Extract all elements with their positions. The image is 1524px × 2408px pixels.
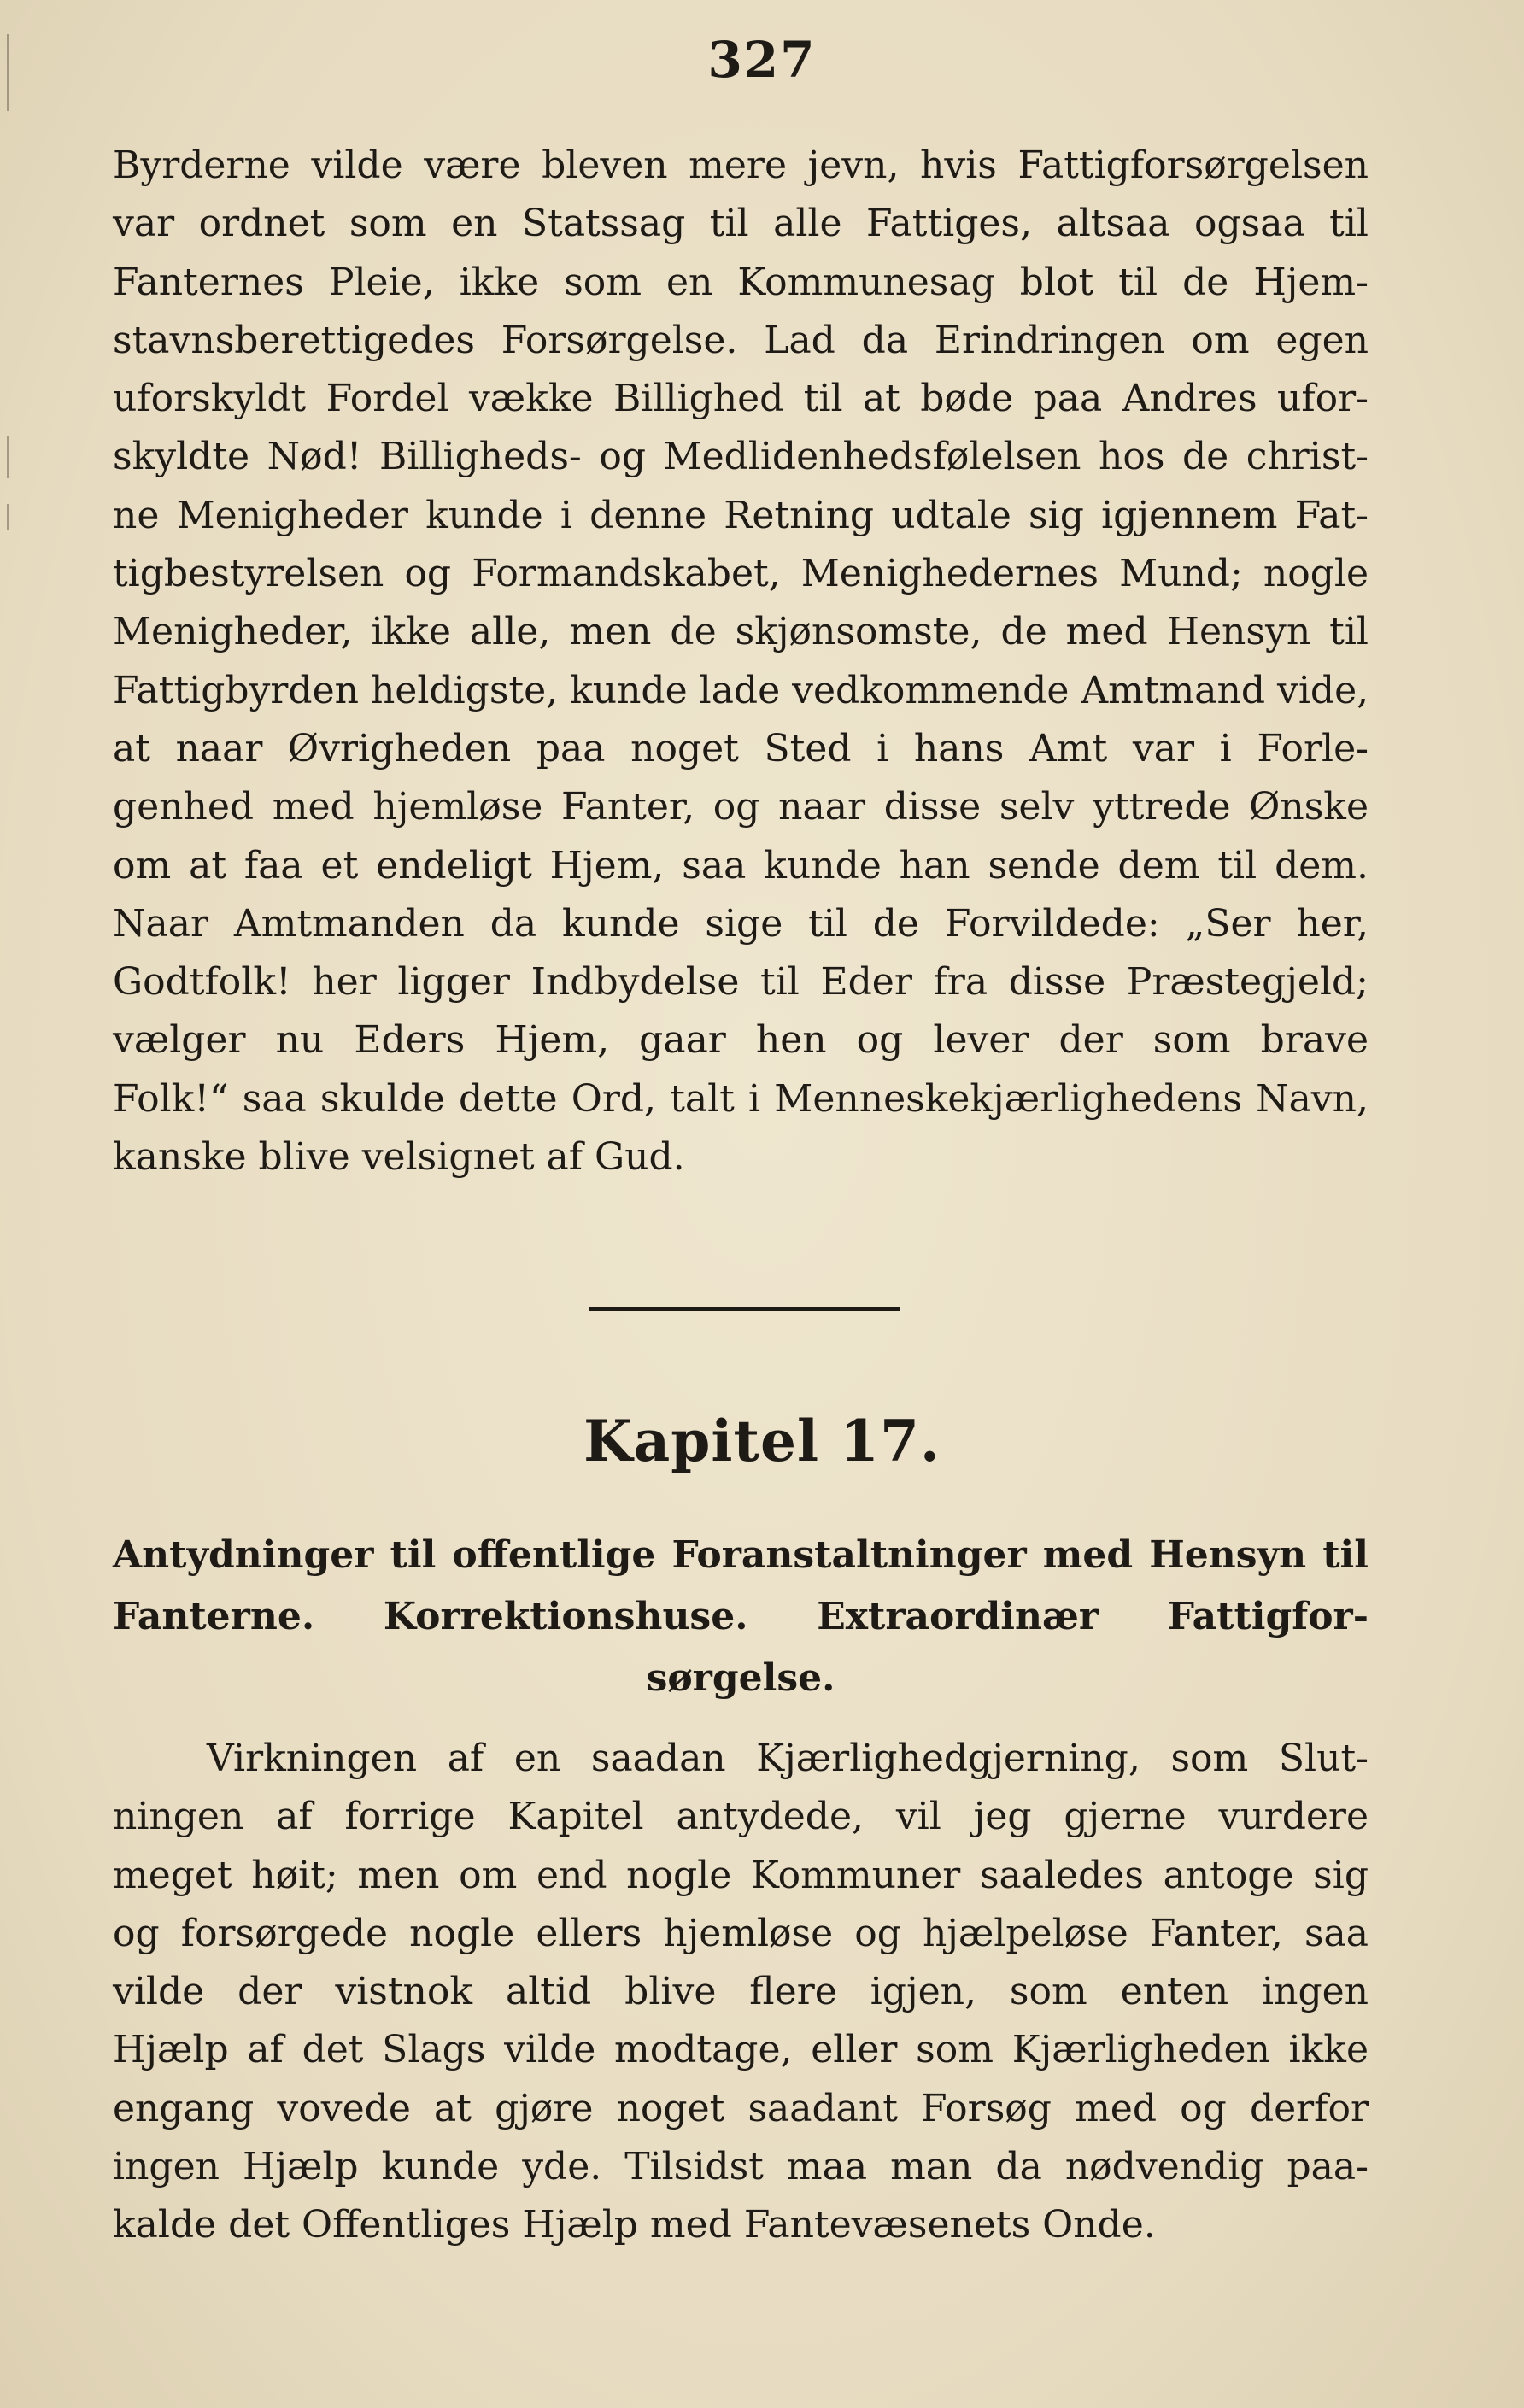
text-line: vælger nu Eders Hjem, gaar hen og lever der som brave: [113, 1018, 1369, 1063]
page-number: 327: [707, 31, 817, 89]
text-line: vilde der vistnok altid blive flere igjen, som enten ingen: [113, 1970, 1369, 2014]
text-line: skyldte Nød! Billigheds- og Medlidenhedsfølelsen hos de christ-: [113, 435, 1369, 479]
subtitle-line: sørgelse.: [646, 1656, 835, 1700]
text-line: Fanternes Pleie, ikke som en Kommunesag blot til de Hjem-: [113, 260, 1369, 304]
text-line: stavnsberettigedes Forsørgelse. Lad da Erindringen om egen: [113, 318, 1369, 362]
subtitle-line: Antydninger til offentlige Foranstaltninger med Hensyn til: [113, 1533, 1369, 1577]
text-line: kalde det Offentliges Hjælp med Fantevæsenets Onde.: [113, 2203, 1156, 2247]
text-line: at naar Øvrigheden paa noget Sted i hans Amt var i Forle-: [113, 726, 1369, 770]
page-edge-mark: [7, 504, 9, 530]
paragraph-1: [113, 137, 1369, 1186]
text-line: ningen af forrige Kapitel antydede, vil jeg gjerne vurdere: [113, 1795, 1369, 1839]
text-line: var ordnet som en Statssag til alle Fattiges, altsaa ogsaa til: [113, 202, 1369, 246]
text-line: ne Menigheder kunde i denne Retning udtale sig igjennem Fat-: [113, 493, 1369, 537]
text-line: genhed med hjemløse Fanter, og naar disse selv yttrede Ønske: [113, 785, 1369, 829]
page-edge-mark: [7, 436, 9, 478]
text-line: Fattigbyrden heldigste, kunde lade vedkommende Amtmand vide,: [113, 668, 1369, 712]
text-line: meget høit; men om end nogle Kommuner saaledes antoge sig: [113, 1853, 1369, 1897]
text-line: Folk!“ saa skulde dette Ord, talt i Menneskekjærlighedens Navn,: [113, 1076, 1369, 1121]
text-line: Hjælp af det Slags vilde modtage, eller som Kjærligheden ikke: [113, 2028, 1369, 2072]
text-line: Byrderne vilde være bleven mere jevn, hvis Fattigforsørgelsen: [113, 144, 1369, 187]
text-line: og forsørgede nogle ellers hjemløse og hjælpeløse Fanter, saa: [113, 1911, 1369, 1955]
text-line: Godtfolk! her ligger Indbydelse til Eder fra disse Præstegjeld;: [113, 960, 1369, 1005]
paragraph-2: [113, 1730, 1369, 2255]
subtitle-line: Fanterne. Korrektionshuse. Extraordinær Fattigfor-: [113, 1595, 1369, 1638]
text-line: tigbestyrelsen og Formandskabet, Menighedernes Mund; nogle: [113, 552, 1369, 596]
text-line: om at faa et endeligt Hjem, saa kunde han sende dem til dem.: [113, 843, 1369, 888]
text-line: ingen Hjælp kunde yde. Tilsidst maa man da nødvendig paa-: [113, 2145, 1369, 2189]
text-line: kanske blive velsignet af Gud.: [113, 1135, 685, 1180]
text-line: engang vovede at gjøre noget saadant Forsøg med og derfor: [113, 2086, 1369, 2130]
chapter-title: Kapitel 17.: [583, 1408, 941, 1474]
text-line: Virkningen af en saadan Kjærlighedgjerning, som Slut-: [207, 1737, 1369, 1780]
chapter-subtitle: [113, 1525, 1369, 1709]
text-line: uforskyldt Fordel vække Billighed til at bøde paa Andres ufor-: [113, 377, 1369, 421]
section-divider: [589, 1307, 900, 1311]
text-line: Menigheder, ikke alle, men de skjønsomste, de med Hensyn til: [113, 610, 1369, 654]
text-line: Naar Amtmanden da kunde sige til de Forvildede: „Ser her,: [113, 901, 1369, 946]
